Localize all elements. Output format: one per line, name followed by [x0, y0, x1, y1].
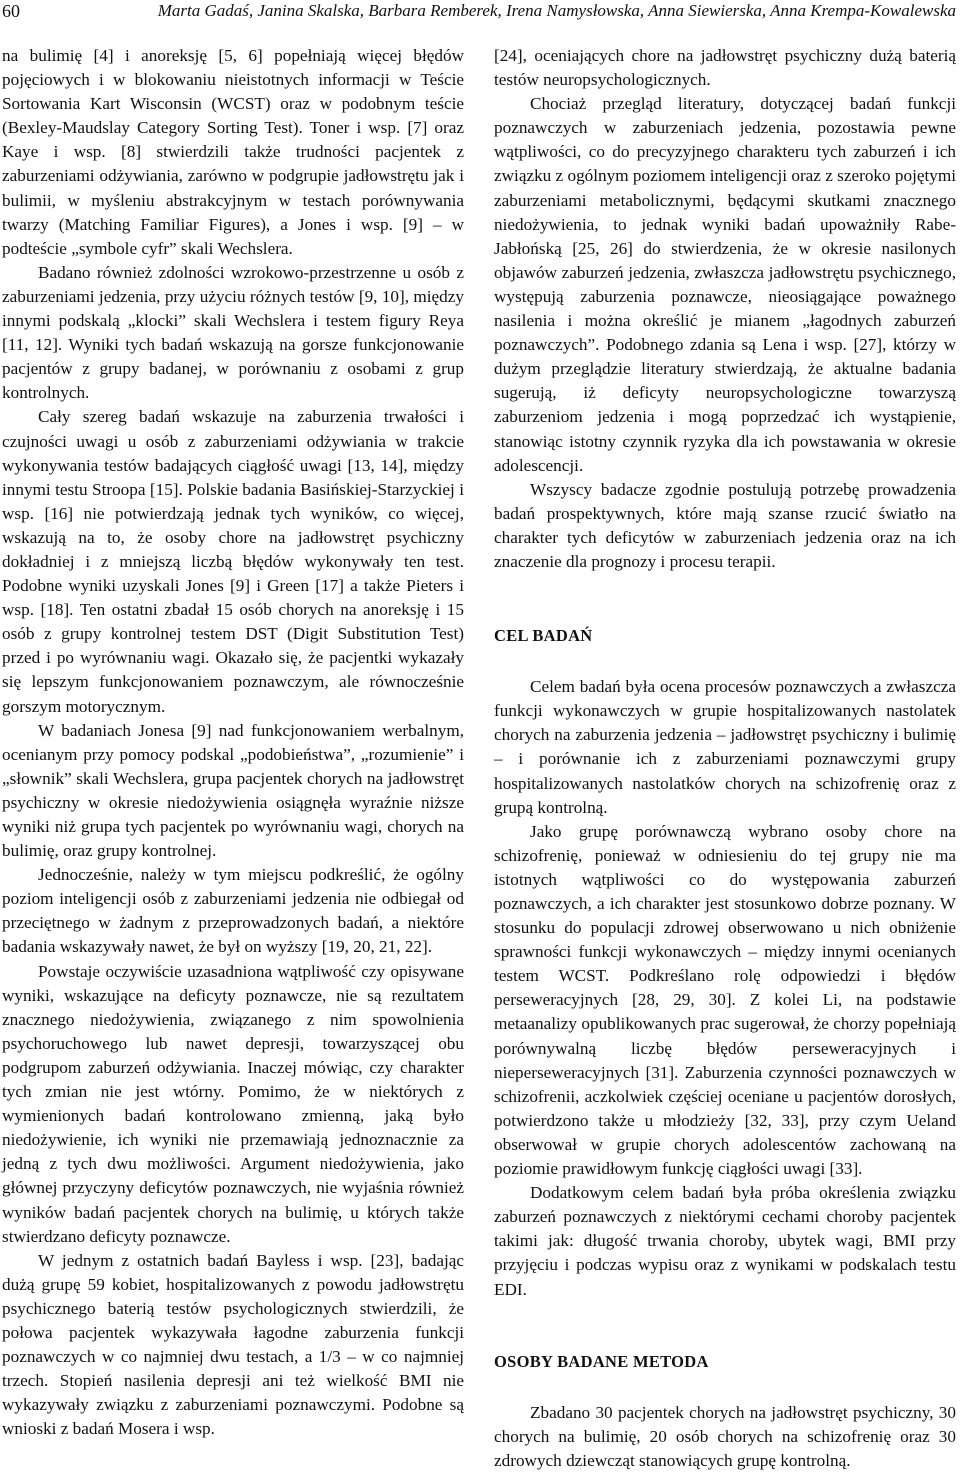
body-paragraph: na bulimię [4] i anoreksję [5, 6] popełniają więcej błędów pojęciowych i w blokowaniu nieistotnych informacji w Teście Sortowania Kart Wisconsin (WCST) oraz w podobnym teście (Bexley-Maudslay Category Sorting Test). Toner i wsp. [7] oraz Kaye i wsp. [8] stwierdzili także trudności pacjentek z zaburzeniami odżywiania, zarówno w podgrupie jadłowstrętu jak i bulimii, w myśleniu abstrakcyjnym w testach porównywania twarzy (Matching Familiar Figures), a Jones i wsp. [9] – w podteście „symbole cyfr” skali Wechslera. [2, 46, 464, 258]
body-paragraph: [24], oceniających chore na jadłowstręt psychiczny dużą baterią testów neuropsychologicznych. [494, 46, 956, 90]
running-header [0, 0, 960, 26]
right-column [494, 44, 956, 1473]
section-heading-cel-badan: CEL BADAŃ [494, 626, 593, 646]
body-paragraph: Celem badań była ocena procesów poznawczych a zwłaszcza funkcji wykonawczych w grupie hospitalizowanych nastolatek chorych na zaburzenia jedzenia – jadłowstręt psychiczny i bulimię – i porównanie ich z zaburzeniami poznawczymi grupy hospitalizowanych nastolatków chorych na schizofrenię oraz z grupą kontrolną. [494, 677, 956, 817]
header-authors: Marta Gadaś, Janina Skalska, Barbara Remberek, Irena Namysłowska, Anna Siewierska, Anna Krempa-Kowalewska [157, 1, 956, 20]
body-paragraph: Wszyscy badacze zgodnie postulują potrzebę prowadzenia badań prospektywnych, które mają szanse rzucić światło na charakter tych deficytów w zaburzeniach jedzenia oraz na ich znaczenie dla prognozy i procesu terapii. [494, 479, 956, 571]
page-number: 60 [2, 1, 20, 21]
body-paragraph: Powstaje oczywiście uzasadniona wątpliwość czy opisywane wyniki, wskazujące na deficyty poznawcze, nie są rezultatem znacznego niedożywienia, związanego z nim spowolnienia psychoruchowego lub nawet depresji, towarzyszącej obu podgrupom zaburzeń odżywiania. Inaczej mówiąc, czy charakter tych zmian nie jest wtórny. Pomimo, że w niektórych z wymienionych badań kontrolowano zmienną, jaką było niedożywienie, ich wyniki nie przemawiają jednoznacznie za jedną z tych dwu możliwości. Argument niedożywienia, jako głównej przyczyny deficytów poznawczych, nie wyjaśnia również wyników badań pacjentek chorych na bulimię, u których także stwierdzano deficyty poznawcze. [2, 961, 464, 1246]
body-paragraph: Jako grupę porównawczą wybrano osoby chore na schizofrenię, ponieważ w odniesieniu do tej grupy nie ma istotnych wątpliwości co do występowania zaburzeń poznawczych, a ich charakter jest stosunkowo dobrze poznany. W stosunku do populacji zdrowej obserwowano u nich obniżenie sprawności funkcji wykonawczych – między innymi ocenianych testem WCST. Podkreślano rolę odpowiedzi i błędów perseweracyjnych [28, 29, 30]. Z kolei Li, na podstawie metaanalizy opublikowanych prac sugerował, że chorzy popełniają porównywalną liczbę błędów perseweracyjnych i nieperseweracyjnych [31]. Zaburzenia czynności poznawczych w schizofrenii, aczkolwiek częściej oceniane u pacjentów dorosłych, potwierdzono także u młodzieży [32, 33], przy czym Ueland obserwował w grupie chorych adolescentów zachowaną na poziomie prawidłowym funkcję ciągłości uwagi [33]. [494, 821, 956, 1179]
body-paragraph: Badano również zdolności wzrokowo-przestrzenne u osób z zaburzeniami jedzenia, przy użyciu różnych testów [9, 10], między innymi podskalą „klocki” skali Wechslera i testem figury Reya [11, 12]. Wyniki tych badań wskazują na gorsze funkcjonowanie pacjentów z grupy badanej, w porównaniu z osobami z grup kontrolnych. [2, 262, 464, 403]
body-paragraph: Chociaż przegląd literatury, dotyczącej badań funkcji poznawczych w zaburzeniach jedzenia, pozostawia pewne wątpliwości, co do precyzyjnego charakteru tych zaburzeń i ich związku z ogólnym poziomem inteligencji oraz z szeroko pojętymi zaburzeniami metabolicznymi, będącymi skutkami znacznego niedożywienia, to jednak wyniki badań upoważniły Rabe-Jabłońską [25, 26] do stwierdzenia, że w okresie nasilonych objawów zaburzeń jedzenia, zwłaszcza jadłowstrętu psychicznego, występują zaburzenia poznawcze, nieosiągające poważnego nasilenia i można określić je mianem „łagodnych zaburzeń poznawczych”. Podobnego zdania są Lena i wsp. [27], którzy w dużym przeglądzie literatury stwierdzają, że aktualne badania sugerują, iż deficyty neuropsychologiczne towarzyszą zaburzeniom jedzenia i mogą poprzedzać ich wystąpienie, stanowiąc istotny czynnik ryzyka dla ich powstawania w okresie adolescencji. [494, 94, 957, 475]
body-paragraph: Dodatkowym celem badań była próba określenia związku zaburzeń poznawczych z niektórymi cechami choroby pacjentek takimi jak: długość trwania choroby, ubytek wagi, BMI przy przyjęciu i podczas wypisu oraz z wynikami w podskalach testu EDI. [494, 1183, 956, 1299]
body-paragraph: Zbadano 30 pacjentek chorych na jadłowstręt psychiczny, 30 chorych na bulimię, 20 osób chorych na schizofrenię oraz 30 zdrowych dziewcząt stanowiących grupę kontrolną. [494, 1402, 956, 1470]
section-heading-osoby-badane: OSOBY BADANE METODA [494, 1351, 709, 1371]
body-paragraph: Cały szereg badań wskazuje na zaburzenia trwałości i czujności uwagi u osób z zaburzeniami odżywiania w trakcie wykonywania testów badających ciągłość uwagi [13, 14], między innymi testu Stroopa [15]. Polskie badania Basińskiej-Starzyckiej i wsp. [16] nie potwierdzają jednak tych wyników, co więcej, wskazują na to, że osoby chore na jadłowstręt psychiczny dokładniej i z mniejszą liczbą błędów wykonywały ten test. Podobne wyniki uzyskali Jones [9] i Green [17] a także Pieters i wsp. [18]. Ten ostatni zbadał 15 osób chorych na anoreksję i 15 osób z grupy kontrolnej testem DST (Digit Substitution Test) przed i po wyrównaniu wagi. Okazało się, że pacjentki wykazały się lepszym funkcjonowaniem poznawczym, ale równocześnie gorszym motorycznym. [2, 407, 464, 716]
body-paragraph: Jednocześnie, należy w tym miejscu podkreślić, że ogólny poziom inteligencji osób z zaburzeniami jedzenia nie odbiegał od przeciętnego w żadnym z przeprowadzonych badań, a niektóre badania wskazywały nawet, że był on wyższy [19, 20, 21, 22]. [2, 865, 464, 957]
left-column [2, 44, 464, 1441]
body-paragraph: W badaniach Jonesa [9] nad funkcjonowaniem werbalnym, ocenianym przy pomocy podskal „podobieństwa”, „rozumienie” i „słownik” skali Wechslera, grupa pacjentek chorych na jadłowstręt psychiczny w okresie niedożywienia osiągnęła wyraźnie niższe wyniki niż grupa tych pacjentek po wyrównaniu wagi, chorych na bulimię, oraz grupy kontrolnej. [2, 720, 464, 861]
body-paragraph: W jednym z ostatnich badań Bayless i wsp. [23], badając dużą grupę 59 kobiet, hospitalizowanych z powodu jadłowstrętu psychicznego baterią testów psychologicznych stwierdzili, że połowa pacjentek wykazywała łagodne zaburzenia funkcji poznawczych w co najmniej dwu testach, a 1/3 – w co najmniej trzech. Stopień nasilenia depresji ani też wielkość BMI nie wykazywały związku z zaburzeniami poznawczymi. Podobne są wnioski z badań Mosera i wsp. [2, 1250, 464, 1439]
